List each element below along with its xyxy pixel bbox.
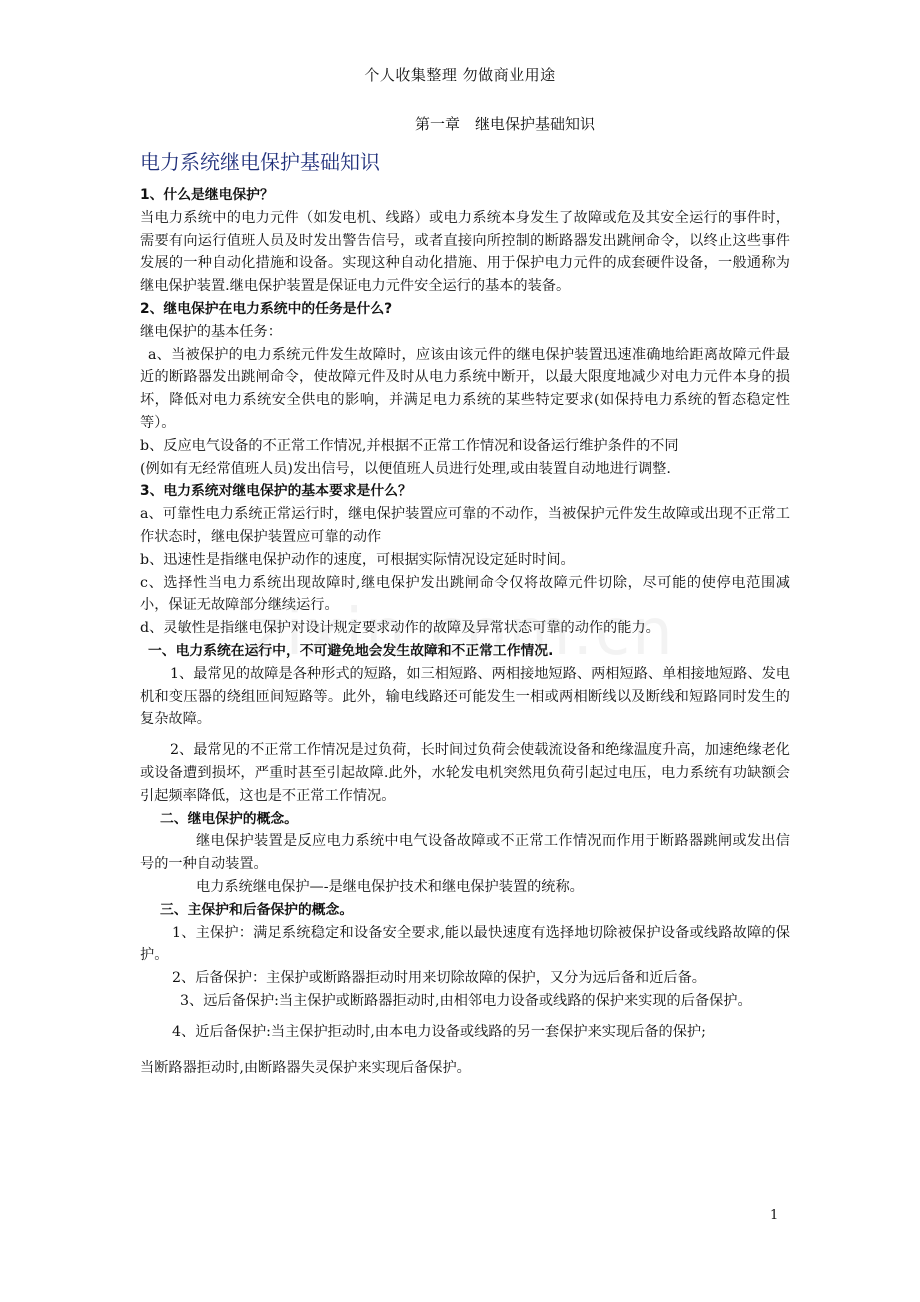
section-3-paragraph-4: 4、近后备保护:当主保护拒动时,由本电力设备或线路的另一套保护来实现后备的保护; — [172, 1023, 706, 1040]
document-title: 电力系统继电保护基础知识 — [140, 150, 380, 174]
section-1-heading: 一、电力系统在运行中，不可避免地会发生故障和不正常工作情况. — [148, 642, 554, 659]
question-3-item-b: b、迅速性是指继电保护动作的速度，可根据实际情况设定延时时间。 — [140, 551, 575, 568]
section-3-paragraph-5: 当断路器拒动时,由断路器失灵保护来实现后备保护。 — [140, 1060, 471, 1077]
question-3-item-d: d、灵敏性是指继电保护对设计规定要求动作的故障及异常状态可靠的动作的能力。 — [140, 620, 660, 637]
question-1-heading: 1、什么是继电保护？ — [140, 187, 274, 203]
question-2-item-b-line1: b、反应电气设备的不正常工作情况,并根据不正常工作情况和设备运行维护条件的不同 — [140, 437, 679, 454]
question-2-heading: 2、继电保护在电力系统中的任务是什么? — [140, 300, 393, 317]
section-2-heading: 二、继电保护的概念。 — [160, 810, 298, 827]
question-3-item-c: c、选择性当电力系统出现故障时,继电保护发出跳闸命令仅将故障元件切除，尽可能的使停电范围减小，保证无故障部分继续运行。 — [140, 574, 790, 614]
document-body — [140, 184, 790, 1080]
question-2-intro: 继电保护的基本任务： — [140, 323, 282, 340]
chapter-heading: 第一章 继电保护基础知识 — [414, 115, 595, 133]
question-3-heading: 3、电力系统对继电保护的基本要求是什么？ — [140, 483, 412, 500]
question-3-item-a: a、可靠性电力系统正常运行时，继电保护装置应可靠的不动作，当被保护元件发生故障或出现不正常工作状态时，继电保护装置应可靠的动作 — [140, 506, 790, 545]
section-2-paragraph-2: 电力系统继电保护—-是继电保护技术和继电保护装置的统称。 — [196, 878, 584, 895]
page-number: 1 — [770, 1208, 779, 1223]
section-1-paragraph-1: 1、最常见的故障是各种形式的短路，如三相短路、两相接地短路、两相短路、单相接地短路、发电机和变压器的绕组匝间短路等。此外，输电线路还可能发生一相或两相断线以及断线和短路同时发生的复杂故障。 — [140, 665, 790, 728]
question-2-item-b-line2: (例如有无经常值班人员)发出信号，以便值班人员进行处理,或由装置自动地进行调整. — [140, 460, 671, 477]
section-2-paragraph-1: 继电保护装置是反应电力系统中电气设备故障或不正常工作情况而作用于断路器跳闸或发出信号的一种自动装置。 — [140, 833, 790, 873]
section-3-paragraph-2: 2、后备保护：主保护或断路器拒动时用来切除故障的保护，又分为远后备和近后备。 — [172, 970, 706, 987]
section-3-paragraph-3: 3、远后备保护:当主保护或断路器拒动时,由相邻电力设备或线路的保护来实现的后备保护。 — [180, 992, 752, 1009]
section-3-heading: 三、主保护和后备保护的概念。 — [160, 901, 354, 918]
section-1-paragraph-2: 2、最常见的不正常工作情况是过负荷，长时间过负荷会使载流设备和绝缘温度升高，加速绝缘老化或设备遭到损坏，严重时甚至引起故障.此外，水轮发电机突然甩负荷引起过电压，电力系统有功缺额会引起频率降低，这也是不正常工作情况。 — [140, 742, 790, 804]
page-header: 个人收集整理 勿做商业用途 — [364, 66, 556, 84]
question-2-item-a: a、当被保护的电力系统元件发生故障时，应该由该元件的继电保护装置迅速准确地给距离故障元件最近的断路器发出跳闸命令，使故障元件及时从电力系统中断开，以最大限度地减少对电力元件本身的损坏，降低对电力系统安全供电的影响，并满足电力系统的某些特定要求(如保持电力系统的暂态稳定性等）。 — [140, 346, 790, 431]
section-3-paragraph-1: 1、主保护：满足系统稳定和设备安全要求,能以最快速度有选择地切除被保护设备或线路故障的保护。 — [140, 924, 790, 964]
question-1-answer: 当电力系统中的电力元件（如发电机、线路）或电力系统本身发生了故障或危及其安全运行的事件时，需要有向运行值班人员及时发出警告信号，或者直接向所控制的断路器发出跳闸命令，以终止这些事件发展的一种自动化措施和设备。实现这种自动化措施、用于保护电力元件的成套硬件设备，一般通称为继电保护装置.继电保护装置是保证电力元件安全运行的基本的装备。 — [140, 209, 790, 295]
